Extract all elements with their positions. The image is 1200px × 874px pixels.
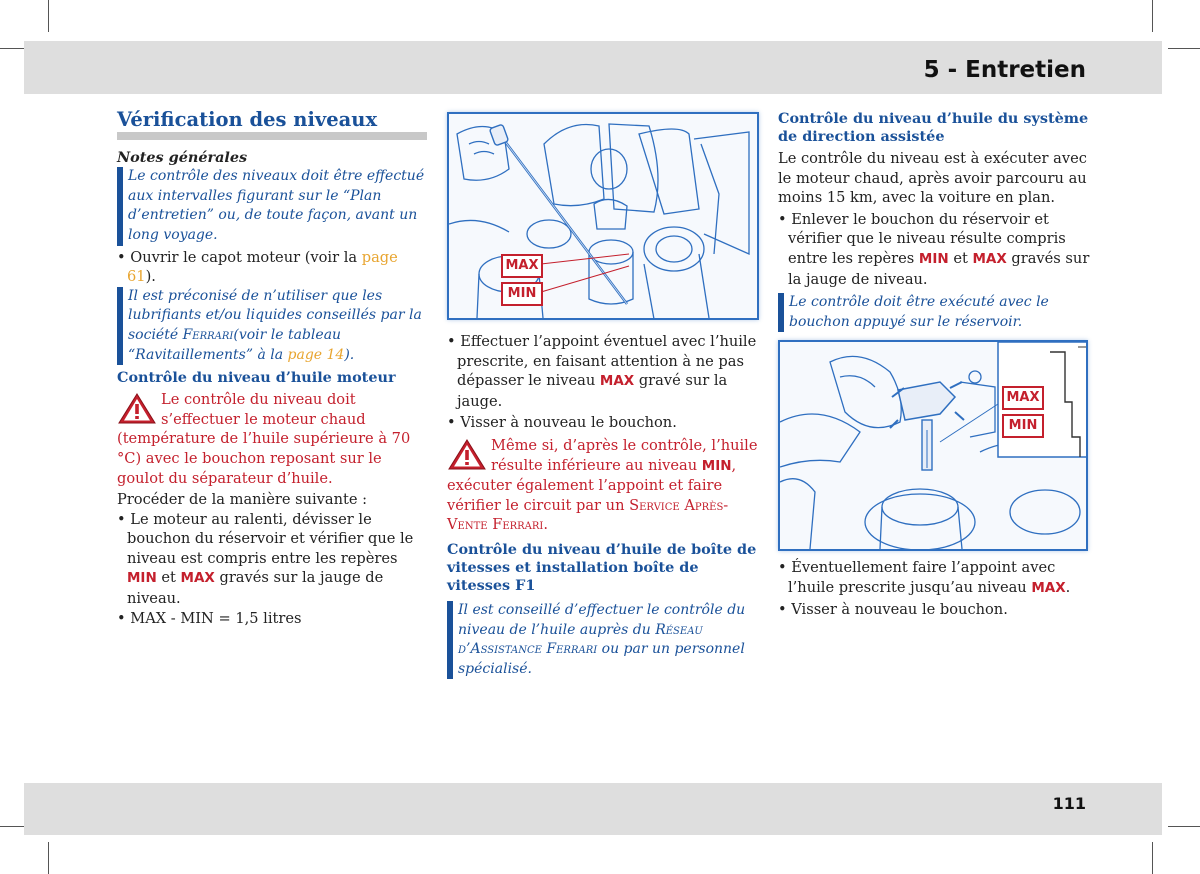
warning-icon (117, 392, 157, 426)
page-link[interactable]: page 61 (127, 248, 398, 286)
bullet-screw-cap-again: • Visser à nouveau le bouchon. (778, 601, 1008, 619)
min-label: MIN (501, 282, 543, 306)
crop-mark (1152, 0, 1153, 32)
column-3-lower (778, 558, 1090, 620)
note-gearbox: Il est conseillé d’effectuer le contrôle du niveau de l’huile auprès du Réseau d’Assistance Ferrari ou par un personnel spécialisé. (447, 601, 762, 679)
subhead-engine-oil: Contrôle du niveau d’huile moteur (117, 369, 396, 387)
subhead-gearbox-oil: Contrôle du niveau d’huile de boîte de vitesses et installation boîte de vitesses F1 (447, 540, 757, 594)
bullet-top-up: • Effectuer l’appoint éventuel avec l’huile prescrite, en faisant attention à ne pas dépasser le niveau MAX gravé sur la jauge. (447, 333, 757, 410)
subhead-power-steering: Contrôle du niveau d’huile du système de direction assistée (778, 110, 1089, 145)
column-1 (117, 110, 427, 628)
bullet-check-level: • Le moteur au ralenti, dévisser le bouchon du réservoir et vérifier que le niveau est compris entre les repères MIN et MAX gravés sur la jauge de niveau. (117, 510, 414, 608)
bullet-open-hood: • Ouvrir le capot moteur (voir la page 61). (117, 248, 398, 286)
crop-mark (1168, 48, 1200, 49)
section-title: Vérification des niveaux (117, 110, 427, 140)
engine-dipstick-illustration (447, 112, 759, 320)
max-label: MAX (1002, 386, 1044, 410)
max-label: MAX (501, 254, 543, 278)
column-2 (447, 332, 762, 681)
crop-mark (1152, 842, 1153, 874)
crop-mark (48, 0, 49, 32)
bullet-remove-cap: • Enlever le bouchon du réservoir et vérifier que le niveau résulte compris entre les repères MIN et MAX gravés sur la jauge de niveau. (778, 210, 1090, 288)
footer-band (24, 783, 1162, 835)
warning-icon (447, 438, 487, 472)
crop-mark (48, 842, 49, 874)
bullet-fill-to-max: • Éventuellement faire l’appoint avec l’huile prescrite jusqu’au niveau MAX. (778, 559, 1071, 596)
steering-drawing (780, 342, 1086, 549)
crop-mark (1168, 826, 1200, 827)
steering-dipstick-illustration (778, 340, 1088, 551)
note-intervals: Le contrôle des niveaux doit être effectué aux intervalles figurant sur le “Plan d’entretien” ou, de toute façon, avant un long voyage. (117, 167, 427, 245)
page-link[interactable]: page 14 (287, 346, 345, 363)
note-lubricants: Il est préconisé de n’utiliser que les lubrifiants et/ou liquides conseillés par la société Ferrari(voir le tableau “Ravitaillements” à la page 14). (117, 287, 427, 365)
bullet-difference: • MAX - MIN = 1,5 litres (117, 609, 302, 627)
column-3 (778, 110, 1090, 334)
warning-top-up: Même si, d’après le contrôle, l’huile résulte inférieure au niveau MIN, exécuter également l’appoint et faire vérifier le circuit par un Service Après-Vente Ferrari. (447, 436, 758, 534)
min-label: MIN (1002, 414, 1044, 438)
intro-paragraph: Le contrôle du niveau est à exécuter avec le moteur chaud, après avoir parcouru au moins 15 km, avec la voiture en plan. (778, 150, 1087, 207)
procedure-text: Procéder de la manière suivante : (117, 491, 368, 509)
engine-drawing (449, 114, 757, 318)
warning-engine-hot: Le contrôle du niveau doit s’effectuer le moteur chaud (température de l’huile supérieure à 70 °C) avec le bouchon reposant sur le goulot du séparateur d’huile. (117, 391, 411, 487)
notes-heading: Notes générales (117, 148, 248, 166)
note-cap-pressed: Le contrôle doit être exécuté avec le bouchon appuyé sur le réservoir. (778, 293, 1090, 332)
page-number: 111 (1052, 794, 1086, 813)
chapter-title: 5 - Entretien (923, 57, 1086, 83)
bullet-screw-cap: • Visser à nouveau le bouchon. (447, 414, 677, 432)
